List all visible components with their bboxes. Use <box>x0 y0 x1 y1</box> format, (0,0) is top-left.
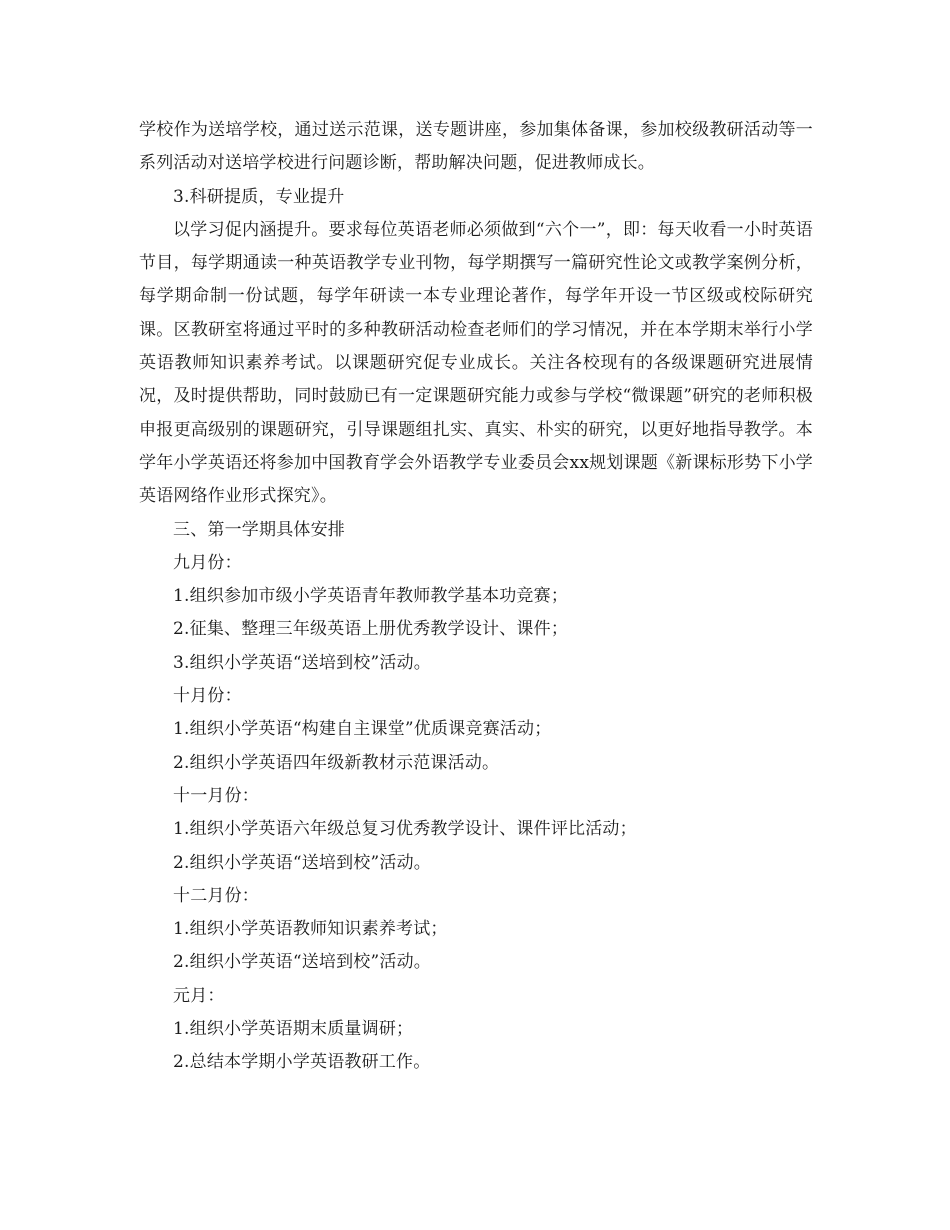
paragraph-continuation: 学校作为送培学校，通过送示范课，送专题讲座，参加集体备课，参加校级教研活动等一系列活动对送培学校进行问题诊断，帮助解决问题，促进教师成长。 <box>139 120 813 174</box>
list-item: 1.组织小学英语“构建自主课堂”优质课竞赛活动； <box>173 719 552 740</box>
list-item: 2.组织小学英语“送培到校”活动。 <box>173 952 432 973</box>
list-item: 1.组织参加市级小学英语青年教师教学基本功竞赛； <box>173 586 569 607</box>
list-item: 1.组织小学英语教师知识素养考试； <box>173 919 448 940</box>
list-item: 2.组织小学英语“送培到校”活动。 <box>173 852 432 873</box>
list-item: 3.组织小学英语“送培到校”活动。 <box>173 652 432 673</box>
document-body <box>139 114 813 1080</box>
heading-research: 3.科研提质，专业提升 <box>173 186 345 207</box>
list-item: 1.组织小学英语期末质量调研； <box>173 1019 414 1040</box>
month-title-november: 十一月份： <box>173 785 259 806</box>
list-item: 2.组织小学英语四年级新教材示范课活动。 <box>173 752 500 773</box>
month-title-october: 十月份： <box>173 686 242 707</box>
month-title-december: 十二月份： <box>173 885 259 906</box>
month-title-september: 九月份： <box>173 552 242 573</box>
list-item: 2.总结本学期小学英语教研工作。 <box>173 1052 431 1073</box>
section-title-schedule: 三、第一学期具体安排 <box>173 519 345 540</box>
paragraph-research: 以学习促内涵提升。要求每位英语老师必须做到“六个一”，即：每天收看一小时英语节目，每学期通读一种英语教学专业刊物，每学期撰写一篇研究性论文或教学案例分析，每学期命制一份试题，每学年研读一本专业理论著作，每学年开设一节区级或校际研究课。区教研室将通过平时的多种教研活动检查老师们的学习情况，并在本学期末举行小学英语教师知识素养考试。以课题研究促专业成长。关注各校现有的各级课题研究进展情况，及时提供帮助，同时鼓励已有一定课题研究能力或参与学校“微课题”研究的老师积极申报更高级别的课题研究，引导课题组扎实、真实、朴实的研究，以更好地指导教学。本学年小学英语还将参加中国教育学会外语教学专业委员会xx规划课题《新课标形势下小学英语网络作业形式探究》。 <box>139 219 813 507</box>
list-item: 1.组织小学英语六年级总复习优秀教学设计、课件评比活动； <box>173 819 637 840</box>
month-title-january: 元月： <box>173 985 225 1006</box>
list-item: 2.征集、整理三年级英语上册优秀教学设计、课件； <box>173 619 569 640</box>
